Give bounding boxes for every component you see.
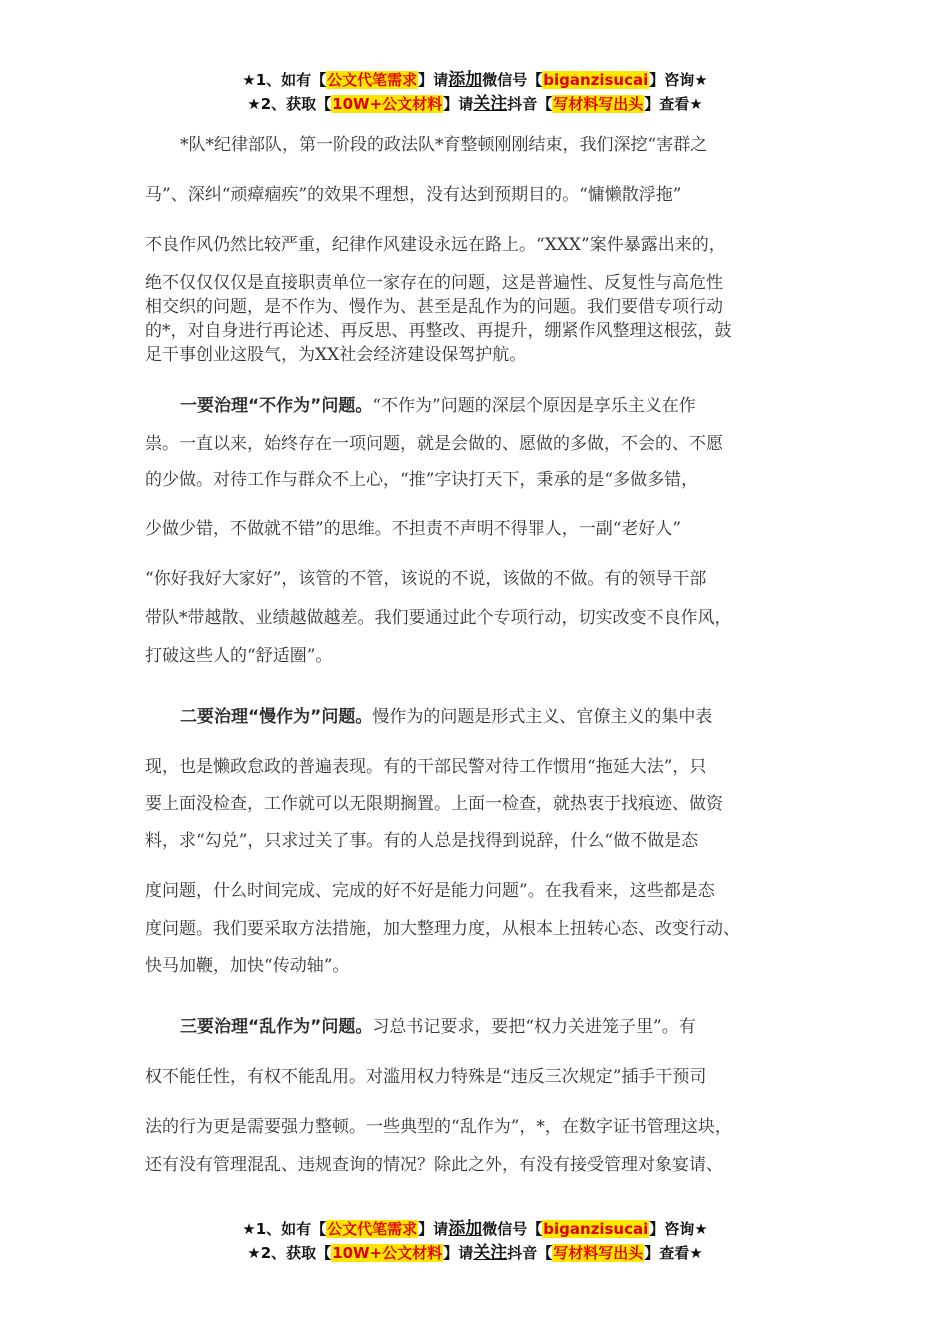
banner-text: 抖音【 <box>507 95 553 113</box>
body-line: 度问题，什么时间完成、完成的好不好是能力问题”。在我看来，这些都是态 <box>145 881 715 901</box>
body-line: 相交织的问题，是不作为、慢作为、甚至是乱作为的问题。我们要借专项行动 <box>145 297 723 317</box>
body-line: 权不能任性，有权不能乱用。对滥用权力特殊是“违反三次规定”插手干预司 <box>145 1067 707 1087</box>
body-line: “你好我好大家好”，该管的不管，该说的不说，该做的不做。有的领导干部 <box>145 569 707 589</box>
banner-emphasis: 关注 <box>473 1243 508 1263</box>
top-banner <box>0 68 950 116</box>
banner-text: 】请 <box>418 71 449 89</box>
banner-line-2 <box>0 92 950 116</box>
banner-line-2 <box>0 1241 950 1265</box>
body-line: 绝不仅仅仅仅是直接职责单位一家存在的问题，这是普遍性、反复性与高危性 <box>145 273 723 293</box>
body-line: 不良作风仍然比较严重，纪律作风建设永远在路上。“XXX”案件暴露出来的， <box>145 235 726 255</box>
banner-douyin-id: 写材料写出头 <box>553 1244 644 1262</box>
banner-text: ★2、获取【 <box>247 95 332 113</box>
body-line: 的少做。对待工作与群众不上心，“推”字诀打天下，秉承的是“多做多错， <box>145 470 699 490</box>
body-text: 慢作为的问题是形式主义、官僚主义的集中表 <box>372 707 713 727</box>
body-line: 少做少错，不做就不错”的思维。不担责不声明不得罪人，一副“老好人” <box>145 519 682 539</box>
body-line: *队*纪律部队，第一阶段的政法队*育整顿刚刚结束，我们深挖“害群之 <box>180 135 708 155</box>
paragraph-3-first-line <box>180 1016 696 1038</box>
bottom-banner <box>0 1217 950 1265</box>
banner-highlight: 10W+公文材料 <box>332 95 443 113</box>
banner-line-1 <box>0 1217 950 1241</box>
banner-text: 微信号【 <box>482 1220 543 1238</box>
body-line: 带队*带越散、业绩越做越差。我们要通过此个专项行动，切实改变不良作风， <box>145 608 732 628</box>
paragraph-1-first-line <box>180 395 696 417</box>
body-line: 度问题。我们要采取方法措施，加大整理力度，从根本上扭转心态、改变行动、 <box>145 919 740 939</box>
body-line: 的*，对自身进行再论述、再反思、再整改、再提升，绷紧作风整理这根弦，鼓 <box>145 321 732 341</box>
banner-text: 】请 <box>443 1244 474 1262</box>
banner-text: 微信号【 <box>482 71 543 89</box>
body-line: 打破这些人的“舒适圈”。 <box>145 646 333 666</box>
banner-text: ★2、获取【 <box>247 1244 332 1262</box>
body-text: 习总书记要求，要把“权力关进笼子里”。有 <box>372 1017 696 1037</box>
banner-text: 抖音【 <box>507 1244 553 1262</box>
body-line: 快马加鞭，加快“传动轴”。 <box>145 956 350 976</box>
banner-line-1 <box>0 68 950 92</box>
body-line: 足干事创业这股气，为XX社会经济建设保驾护航。 <box>145 345 527 365</box>
banner-highlight: 10W+公文材料 <box>332 1244 443 1262</box>
body-line: 现，也是懒政怠政的普遍表现。有的干部民警对待工作惯用“拖延大法”，只 <box>145 757 707 777</box>
body-line: 马”、深纠“顽瘴痼疾”的效果不理想，没有达到预期目的。“慵懒散浮拖” <box>145 185 682 205</box>
paragraph-2-first-line <box>180 706 712 728</box>
banner-text: 】查看★ <box>644 1244 703 1262</box>
body-line: 还有没有管理混乱、违规查询的情况？除此之外，有没有接受管理对象宴请、 <box>145 1155 723 1175</box>
banner-text: 】咨询★ <box>649 71 708 89</box>
banner-emphasis: 关注 <box>473 94 508 114</box>
body-line: 法的行为更是需要强力整顿。一些典型的“乱作为”，*，在数字证书管理这块， <box>145 1117 732 1137</box>
banner-text: ★1、如有【 <box>242 1220 327 1238</box>
section-heading: 三要治理“乱作为”问题。 <box>180 1017 373 1037</box>
banner-emphasis: 添加 <box>448 70 483 90</box>
banner-text: 】请 <box>418 1220 449 1238</box>
banner-emphasis: 添加 <box>448 1219 483 1239</box>
banner-text: ★1、如有【 <box>242 71 327 89</box>
body-line: 祟。一直以来，始终存在一项问题，就是会做的、愿做的多做，不会的、不愿 <box>145 434 723 454</box>
body-line: 要上面没检查，工作就可以无限期搁置。上面一检查，就热衷于找痕迹、做资 <box>145 794 723 814</box>
banner-text: 】查看★ <box>644 95 703 113</box>
banner-text: 】请 <box>443 95 474 113</box>
body-text: “不作为”问题的深层个原因是享乐主义在作 <box>372 396 696 416</box>
banner-wechat-id: biganzisucai <box>543 71 649 89</box>
body-line: 料，求“勾兑”，只求过关了事。有的人总是找得到说辞，什么“做不做是态 <box>145 831 699 851</box>
section-heading: 一要治理“不作为”问题。 <box>180 396 373 416</box>
banner-highlight: 公文代笔需求 <box>327 1220 418 1238</box>
banner-wechat-id: biganzisucai <box>543 1220 649 1238</box>
banner-douyin-id: 写材料写出头 <box>553 95 644 113</box>
banner-highlight: 公文代笔需求 <box>327 71 418 89</box>
section-heading: 二要治理“慢作为”问题。 <box>180 707 373 727</box>
banner-text: 】咨询★ <box>649 1220 708 1238</box>
